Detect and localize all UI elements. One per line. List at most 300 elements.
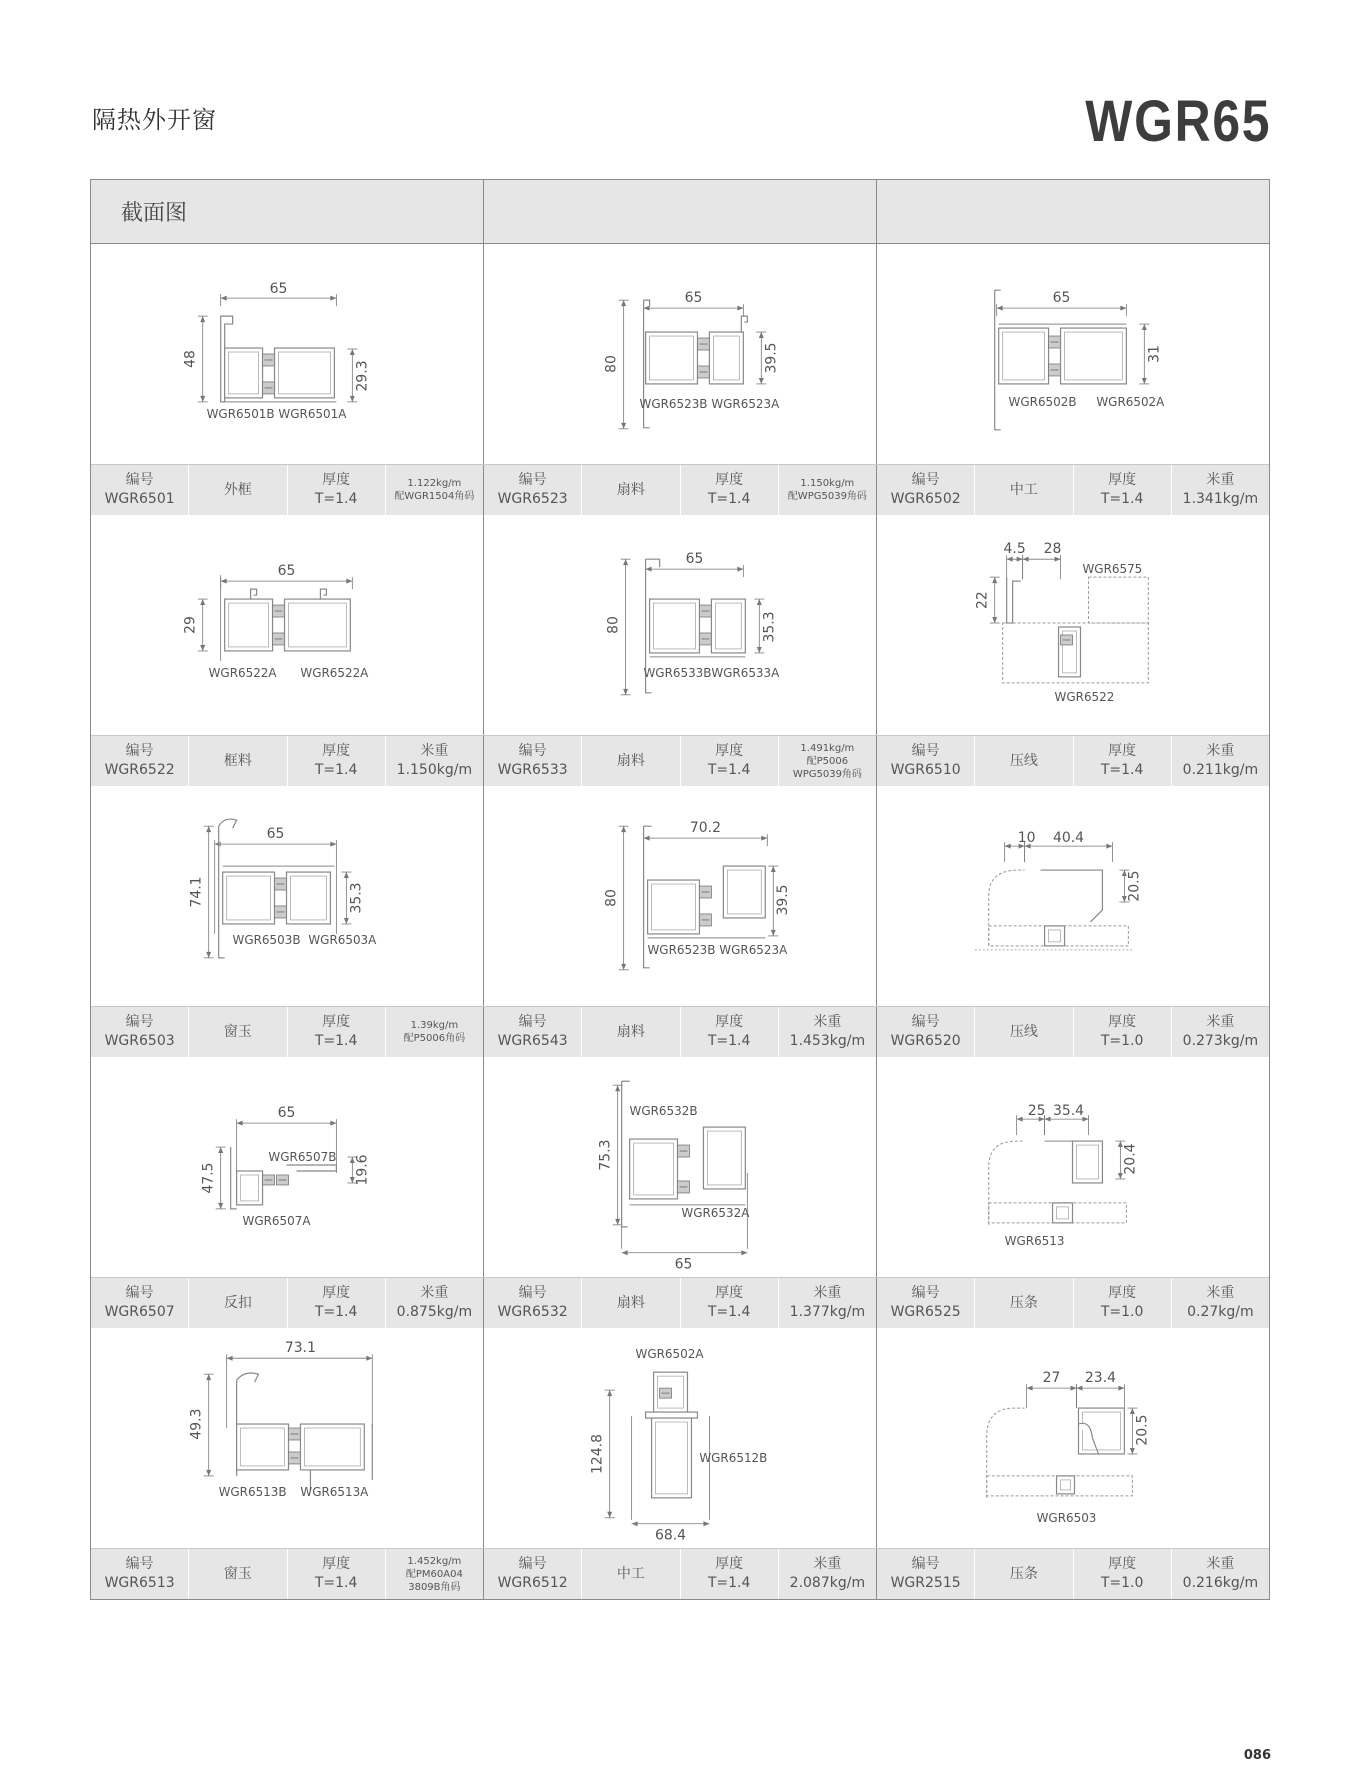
info-thickness-line: T=1.4 [1100,491,1144,507]
info-code-line: 编号 [911,1014,940,1030]
dim-height: 80 [603,355,620,373]
dim-width-right: 28 [1043,541,1062,558]
dim-width-left: 27 [1042,1370,1061,1387]
info-thickness [288,1278,386,1328]
profile-drawing [484,1328,877,1548]
profile-chamber [225,599,273,651]
dim-height: 75.3 [597,1139,614,1171]
info-thickness-line: 厚度 [1108,1014,1137,1030]
info-weight [1172,736,1269,786]
info-weight-line: 米重 [1206,1556,1235,1572]
info-weight-line: 2.087kg/m [789,1575,866,1591]
info-code [484,465,582,515]
info-code-line: WGR6502 [890,491,961,507]
dim-height-inner: 39.5 [775,884,792,916]
info-weight-line: 配WGR1504角码 [394,491,475,502]
dim-width-left: 25 [1027,1103,1046,1120]
info-weight-line: 1.122kg/m [407,478,462,489]
profile-info [484,465,877,515]
info-weight [386,736,483,786]
profile-chamber [275,348,335,398]
profile-drawing [877,1057,1269,1277]
info-code-line: 编号 [125,1014,154,1030]
profile-drawing [877,244,1269,464]
info-weight-line: 米重 [813,1556,842,1572]
profile-drawing [877,1328,1269,1548]
info-code-line: 编号 [125,1556,154,1572]
info-weight [779,1007,876,1057]
info-name [582,465,680,515]
header-cell-section: 截面图 [91,180,484,243]
info-code-line: 编号 [911,1285,940,1301]
info-row [91,1006,1269,1057]
info-code [877,1278,975,1328]
info-weight-line: 1.150kg/m [396,762,473,778]
info-name-line: 反扣 [223,1294,252,1311]
part-label: WGR6503B [232,932,301,947]
dim-height-inner: 35.3 [348,882,365,914]
info-name-line: 压线 [1009,752,1038,769]
info-weight [386,1549,483,1599]
profile-info [877,736,1269,786]
dim-width: 65 [685,551,704,568]
info-weight [779,1549,876,1599]
table-body [91,244,1269,1599]
part-label: WGR6523A [719,942,788,957]
info-thickness-line: 厚度 [322,472,351,488]
info-name-line: 扇料 [616,1023,645,1040]
profile-svg [91,515,483,735]
part-label: WGR6523B [639,396,708,411]
dim-height-inner: 35.3 [761,611,778,643]
profile-svg [484,786,876,1006]
info-thickness-line: 厚度 [715,1014,744,1030]
profile-chamber [723,866,765,918]
info-code-line: WGR6503 [104,1033,175,1049]
profile-drawing [484,1057,877,1277]
part-label: WGR6503A [308,932,377,947]
info-name-line: 中工 [1009,481,1038,498]
profile-chamber [1059,627,1081,677]
info-thickness-line: T=1.0 [1100,1304,1144,1320]
info-name [189,1549,287,1599]
info-weight [386,1007,483,1057]
profile-chamber [1061,328,1127,384]
info-weight-line: 1.377kg/m [789,1304,866,1320]
info-code-line: WGR6532 [497,1304,568,1320]
dim-width: 68.4 [654,1527,687,1544]
profile-info [877,465,1269,515]
profile-chamber [650,599,700,653]
profile-chamber [285,599,351,651]
dim-height: 80 [603,889,620,907]
info-thickness-line: T=1.0 [1100,1575,1144,1591]
drawing-row [91,786,1269,1006]
part-label: WGR6523B [647,942,716,957]
drawing-row [91,515,1269,735]
dim-height-inner: 29.3 [354,360,371,392]
dim-height: 124.8 [589,1433,606,1474]
info-weight-line: 配P5006 [806,755,849,767]
info-weight-line: 米重 [420,743,449,759]
part-label: WGR6501A [278,406,347,421]
info-code [484,1278,582,1328]
part-label: WGR6513B [218,1484,287,1499]
dim-width: 65 [277,563,296,580]
info-weight-line: 米重 [813,1014,842,1030]
profile-svg [484,1057,876,1277]
profile-chamber [300,1424,364,1470]
info-name-line: 中工 [616,1565,645,1582]
part-label: WGR6512B [699,1450,768,1465]
info-weight-line: 0.216kg/m [1182,1575,1259,1591]
part-label: WGR6532B [629,1104,698,1119]
dim-width: 65 [269,281,288,298]
info-weight-line: 1.452kg/m [407,1555,462,1567]
profile-drawing [91,244,484,464]
info-thickness-line: T=1.4 [314,1033,358,1049]
info-weight-line: 配P5006角码 [403,1033,466,1044]
info-thickness-line: T=1.4 [314,1575,358,1591]
profile-drawing [484,515,877,735]
profile-chamber [703,1127,745,1189]
info-name [975,465,1073,515]
dim-width-right: 35.4 [1052,1103,1085,1120]
profile-chamber [652,1418,692,1498]
info-name-line: 压条 [1009,1565,1038,1582]
info-thickness-line: 厚度 [1108,743,1137,759]
info-thickness-line: 厚度 [1108,472,1137,488]
info-name [189,465,287,515]
profile-svg [91,1328,483,1548]
info-code-line: WGR6523 [497,491,568,507]
info-thickness-line: 厚度 [322,1285,351,1301]
info-code-line: WGR6507 [104,1304,175,1320]
dim-height-inner: 31 [1146,345,1163,363]
info-name-line: 窗玉 [223,1023,252,1040]
part-label: WGR6523A [711,396,780,411]
info-code-line: 编号 [518,1014,547,1030]
info-thickness [288,1549,386,1599]
info-thickness [1074,1007,1172,1057]
profile-svg [484,515,876,735]
dim-width: 65 [1052,290,1071,307]
info-name [189,1278,287,1328]
profile-chamber [1053,1203,1073,1223]
info-name [975,1278,1073,1328]
info-code [877,1007,975,1057]
part-label: WGR6513A [300,1484,369,1499]
part-label: WGR6533B [643,665,712,680]
part-label: WGR6502B [1008,394,1077,409]
info-weight-line: 1.491kg/m [800,742,855,754]
header-cell-empty-3 [877,180,1269,243]
info-row [91,735,1269,786]
info-thickness-line: T=1.4 [1100,762,1144,778]
profile-info [91,736,484,786]
profile-drawing [877,515,1269,735]
profile-chamber [999,328,1049,384]
part-label: WGR6533A [711,665,780,680]
info-code-line: WGR6525 [890,1304,961,1320]
info-name [975,1007,1073,1057]
profile-svg [877,1328,1269,1548]
page-number: 086 [1243,1748,1271,1763]
profile-info [484,736,877,786]
profile-drawing [91,1057,484,1277]
part-label: WGR6507B [268,1150,337,1165]
dim-height: 20.4 [1122,1143,1139,1175]
info-code-line: 编号 [125,743,154,759]
info-weight-line: 米重 [1206,1014,1235,1030]
info-thickness [1074,1278,1172,1328]
profile-svg [877,244,1269,464]
profile-drawing [91,786,484,1006]
profile-info [91,1278,484,1328]
dim-height: 20.5 [1134,1414,1151,1446]
info-thickness-line: T=1.4 [314,1304,358,1320]
header-cell-empty-2 [484,180,877,243]
info-thickness-line: T=1.4 [707,1033,751,1049]
info-thickness-line: 厚度 [715,743,744,759]
info-weight-line: 3809B角码 [408,1581,461,1593]
info-weight-line: 1.39kg/m [410,1020,459,1031]
dim-height-inner: 19.6 [354,1154,371,1186]
part-label: WGR6503 [1036,1510,1097,1525]
info-row [91,464,1269,515]
profile-info [877,1278,1269,1328]
info-name [582,1007,680,1057]
dim-width: 65 [684,290,703,307]
profile-chamber [287,872,331,924]
info-weight [386,465,483,515]
profile-info [484,1549,877,1599]
info-thickness [681,736,779,786]
info-thickness-line: 厚度 [322,1556,351,1572]
info-code-line: 编号 [125,472,154,488]
profile-info [484,1278,877,1328]
dim-height: 29 [182,616,199,634]
info-code [484,1007,582,1057]
profile-drawing [484,786,877,1006]
info-thickness [681,1549,779,1599]
profile-info [877,1549,1269,1599]
info-code-line: 编号 [518,472,547,488]
profile-chamber [1057,1476,1075,1494]
info-thickness [681,1278,779,1328]
part-label: WGR6532A [681,1205,750,1220]
info-code-line: 编号 [911,1556,940,1572]
info-name [975,1549,1073,1599]
info-weight [779,465,876,515]
info-name-line: 扇料 [616,1294,645,1311]
profile-svg [877,1057,1269,1277]
info-name-line: 外框 [223,481,252,498]
info-weight-line: 1.150kg/m [800,478,855,489]
info-code-line: 编号 [125,1285,154,1301]
info-thickness-line: 厚度 [715,472,744,488]
info-code-line: WGR6520 [890,1033,961,1049]
part-label: WGR6522 [1054,689,1115,704]
profile-info [91,465,484,515]
info-name [189,1007,287,1057]
profile-info [91,1007,484,1057]
info-thickness-line: T=1.4 [707,491,751,507]
info-code [877,736,975,786]
info-weight-line: 0.273kg/m [1182,1033,1259,1049]
profile-info [484,1007,877,1057]
info-thickness-line: T=1.4 [707,762,751,778]
profile-table [90,179,1270,1600]
info-thickness [681,1007,779,1057]
info-name-line: 压线 [1009,1023,1038,1040]
profile-chamber [709,332,743,384]
dim-width-left: 10 [1017,830,1036,847]
profile-chamber [1073,1141,1103,1183]
profile-svg [877,515,1269,735]
info-row [91,1548,1269,1599]
drawing-row [91,1057,1269,1277]
info-weight [386,1278,483,1328]
profile-svg [91,1057,483,1277]
info-name [189,736,287,786]
dim-height: 74.1 [188,876,205,908]
dim-width: 65 [277,1105,296,1122]
info-thickness [1074,1549,1172,1599]
info-weight-line: 米重 [1206,472,1235,488]
info-thickness-line: T=1.4 [707,1575,751,1591]
info-code [484,1549,582,1599]
dim-width-right: 23.4 [1084,1370,1116,1387]
profile-svg [91,244,483,464]
info-code [877,465,975,515]
profile-info [91,1549,484,1599]
part-label: WGR6522A [300,665,369,680]
dim-width: 65 [266,826,285,843]
dim-height: 80 [605,616,622,634]
info-weight-line: 米重 [813,1285,842,1301]
info-weight-line: 0.211kg/m [1182,762,1259,778]
info-name [582,1278,680,1328]
info-code-line: WGR2515 [890,1575,961,1591]
info-name [582,736,680,786]
info-weight [779,1278,876,1328]
part-label: WGR6501B [206,406,275,421]
info-name-line: 扇料 [616,752,645,769]
info-code-line: WGR6501 [104,491,175,507]
profile-chamber [646,332,698,384]
info-code [877,1549,975,1599]
profile-chamber [237,1424,289,1470]
info-thickness [1074,736,1172,786]
info-weight-line: 米重 [420,1285,449,1301]
info-code-line: 编号 [911,743,940,759]
info-code-line: 编号 [911,472,940,488]
table-header-row [91,180,1269,244]
info-weight [1172,1007,1269,1057]
profile-drawing [91,515,484,735]
info-weight-line: 米重 [1206,743,1235,759]
info-weight-line: 米重 [1206,1285,1235,1301]
info-thickness [288,1007,386,1057]
profile-svg [877,786,1269,1006]
info-thickness-line: T=1.4 [707,1304,751,1320]
info-name-line: 扇料 [616,481,645,498]
dim-height: 20.5 [1126,870,1143,902]
info-weight-line: 1.453kg/m [789,1033,866,1049]
info-thickness-line: 厚度 [1108,1556,1137,1572]
dim-width: 70.2 [689,820,721,837]
info-thickness-line: T=1.4 [314,762,358,778]
info-thickness-line: T=1.0 [1100,1033,1144,1049]
info-code-line: WGR6512 [497,1575,568,1591]
dim-width-right: 40.4 [1052,830,1085,847]
info-thickness-line: 厚度 [322,1014,351,1030]
profile-chamber [630,1139,678,1199]
info-thickness [288,465,386,515]
dim-height: 22 [974,591,991,609]
info-code [91,465,189,515]
info-weight-line: WPG5039角码 [792,768,862,780]
info-name-line: 框料 [223,752,252,769]
profile-drawing [484,244,877,464]
info-name [582,1549,680,1599]
info-thickness-line: T=1.4 [314,491,358,507]
info-name-line: 窗玉 [223,1565,252,1582]
info-thickness-line: 厚度 [715,1285,744,1301]
part-label: WGR6502A [635,1347,704,1362]
info-weight-line: 配PM60A04 [405,1568,463,1580]
part-label: WGR6575 [1082,562,1143,577]
dim-height-inner: 39.5 [763,342,780,374]
dim-width-left: 4.5 [1003,541,1026,558]
info-name-line: 压条 [1009,1294,1038,1311]
part-label: WGR6502A [1096,394,1165,409]
info-code-line: 编号 [518,743,547,759]
info-thickness [681,465,779,515]
profile-svg [484,244,876,464]
drawing-row [91,1328,1269,1548]
info-row [91,1277,1269,1328]
info-weight [1172,1549,1269,1599]
info-code-line: 编号 [518,1285,547,1301]
info-code-line: WGR6522 [104,762,175,778]
info-code [91,1007,189,1057]
profile-chamber [1045,926,1065,946]
info-thickness [288,736,386,786]
profile-svg [484,1328,876,1548]
dim-height: 47.5 [200,1162,217,1194]
part-label: WGR6507A [242,1213,311,1228]
info-thickness-line: 厚度 [715,1556,744,1572]
info-weight-line: 0.875kg/m [396,1304,473,1320]
info-weight [1172,465,1269,515]
info-thickness-line: 厚度 [322,743,351,759]
info-code [91,1549,189,1599]
info-weight [779,736,876,786]
info-code [484,736,582,786]
info-weight-line: 配WPG5039角码 [787,491,867,502]
series-title: WGR65 [1085,89,1271,154]
profile-chamber [711,599,745,653]
drawing-row [91,244,1269,464]
info-code-line: 编号 [518,1556,547,1572]
profile-drawing [91,1328,484,1548]
info-code-line: WGR6510 [890,762,961,778]
dim-height: 49.3 [188,1408,205,1440]
profile-svg [91,786,483,1006]
profile-chamber [223,872,275,924]
